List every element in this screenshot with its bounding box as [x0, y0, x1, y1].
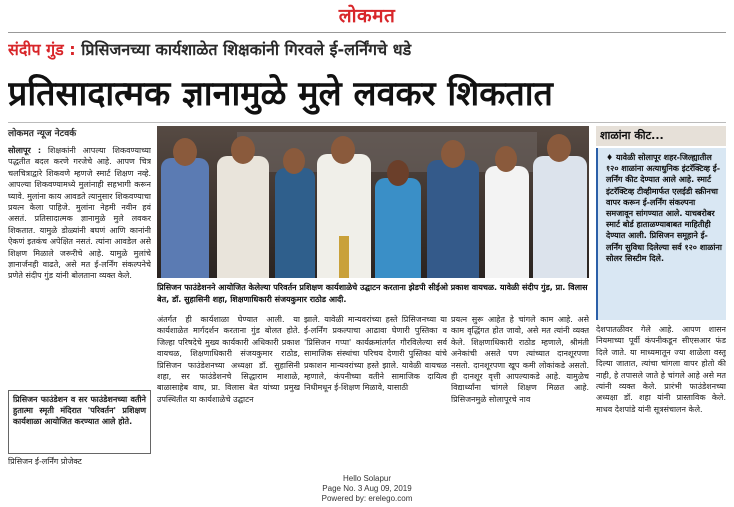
dateline: सोलापूर :	[8, 146, 42, 155]
footer-page-info: Page No. 3 Aug 09, 2019	[322, 484, 412, 493]
article-column-3: झाले. यावेळी मान्यवरांच्या हस्ते प्रिसिजनच्या या ई-लर्निंग प्रकल्पाचा आढावा घेणारी पुस्तिका व 'प्रिसिजन गप्पा' कार्यक्रमांतर्गत गौरविलेल्या सर्व सामाजिक संस्थांचा परिचय देणारी पुस्तिका यांचे प्रकाशन मान्यवरांच्या हस्ते झाले. यावेळी वायचळ म्हणाले, कंपनीच्या वतीने सामाजिक दायित्व निधीमधून ई-शिक्षण मिळावे, यासाठी	[304, 315, 447, 393]
news-photo	[157, 126, 589, 278]
kicker-text: प्रिसिजनच्या कार्यशाळेत शिक्षकांनी गिरवले ई-लर्निंगचे धडे	[81, 40, 412, 59]
masthead-logo: लोकमत	[338, 5, 396, 27]
page-footer	[217, 474, 517, 504]
column-text: शिक्षकांनी आपल्या शिकवण्याच्या पद्धतीत बदल करणे गरजेचे आहे. आपण चित्र चलचित्राद्वारे शिकवणे म्हणजे स्मार्ट शिक्षण नव्हे. आपल्या शिकवण्यामध्ये मुलांनाही सहभागी करून घ्यावे. मुलांना काय आवडते त्यानुसार शिकवण्याचा प्रयत्न केला पाहिजे. मुलांना नेहमी नवीन हवं असतं. प्रतिसादात्मक ज्ञानामुळे मुले लवकर शिकतात. यामुळे डोळ्यांनी बघणं आणि कानांनी ऐकणं इतकंच अपेक्षित नसतं. त्यांना आवडेल असे शिक्षण मिळाले जरूरीचे आहे. यामुळे मुलांचे ज्ञानार्जनही वाढते, असे मत ई-लर्निंग संकल्पनेचे प्रणेते संदीप गुंड यांनी बोलताना व्यक्त केले.	[8, 146, 151, 281]
divider	[8, 122, 726, 123]
article-column-4: प्रयत्न सुरू आहेत हे चांगले काम आहे. असे काम वृद्धिंगत होत जावो, असे मत त्यांनी व्यक्त केले. शिक्षणाधिकारी राठोड म्हणाले, श्रीमंती अनेकांची असते पण त्यांच्यात दानशूरपणा नसतो. दानशूरपणा खूप कमी लोकांकडे असतो. ही दानशूर वृत्ती आपल्याकडे आहे. यामुळेच विद्यार्थ्यांना चांगले शिक्षण मिळत आहे. प्रिसिजनमुळे सोलापूरचे नाव	[451, 315, 589, 404]
highlight-box: प्रिसिजन फाउंडेशन व सर फाउंडेशनच्या वतीने हुतात्मा स्मृती मंदिरात 'परिवर्तन' प्रशिक्षण कार्यशाळा आयोजित करण्यात आले होते.	[8, 390, 151, 454]
footer-publication: Hello Solapur	[342, 474, 392, 483]
column-text-continued: प्रिसिजन ई-लर्निंग प्रोजेक्ट	[8, 457, 82, 466]
kicker	[8, 38, 726, 62]
masthead	[0, 2, 734, 28]
article-column-1	[8, 145, 151, 385]
photo-caption: प्रिसिजन फाउंडेशनने आयोजित केलेल्या परिवर्तन प्रशिक्षण कार्यशाळेचे उद्घाटन करताना झेडपी सीईओ प्रकाश वायचळ. यावेळी संदीप गुंड, प्रा. विलास बेत, डॉ. सुहासिनी शहा, शिक्षणाधिकारी संजयकुमार राठोड आदी.	[157, 283, 588, 304]
byline: लोकमत न्यूज नेटवर्क	[8, 129, 77, 139]
footer-powered-by: Powered by: erelego.com	[321, 494, 413, 503]
article-column-2: अंतर्गत ही कार्यशाळा घेण्यात आली. या कार्यशाळेत मार्गदर्शन करताना गुंड बोलत होते. जिल्हा परिषदेचे मुख्य कार्यकारी अधिकारी प्रकाश वायचळ, शिक्षणाधिकारी संजयकुमार राठोड, प्रिसिजन फाउंडेशनच्या अध्यक्षा डॉ. सुहासिनी शहा, सर फाउंडेशनचे सिद्धाराम माशाळे, बाळासाहेब वाघ, प्रा. विलास बेत यांच्या प्रमुख उपस्थितीत या कार्यशाळेचे उद्घाटन	[157, 315, 300, 404]
headline: प्रतिसादात्मक ज्ञानामुळे मुले लवकर शिकतात	[8, 74, 553, 114]
article-column-5: देशपातळीवर गेले आहे. आपण शासन नियमाच्या पूर्वी कंपनीकडून सीएसआर फंड दिले जाते. या माध्यमातून ज्या शाळेला वस्तू दिल्या जातात, त्यांचा चांगला वापर होतो की नाही, हे तपासले जाते हे चांगले आहे असे मत त्यांनी व्यक्त केले. प्रारंभी फाउंडेशनच्या अध्यक्षा डॉ. शहा यांनी प्रास्ताविक केले. माधव देशपांडे यांनी सूत्रसंचालन केले.	[596, 325, 726, 414]
sidebar-title: शाळांना कीट...	[596, 126, 726, 146]
kicker-name: संदीप गुंड :	[8, 40, 76, 59]
divider	[8, 32, 726, 33]
sidebar-box: ♦ यावेळी सोलापूर शहर-जिल्ह्यातील १२० शाळांना अत्याधुनिक इंटरॅक्टिव्ह ई-लर्निंग कीट देण्यात आले आहे. स्मार्ट इंटरॅक्टिव्ह टीव्हीमार्फत एलईडी स्क्रीनचा वापर करून ई-लर्निंग संकल्पना समजावून सांगण्यात आले. याचबरोबर स्मार्ट बोर्ड हाताळण्याबाबत माहितीही देण्यात आली. प्रिसिजन समूहाने ई-लर्निंग सुविधा दिलेल्या सर्व १२० शाळांना सोलर सिस्टीम दिले.	[596, 148, 726, 320]
lamp	[339, 236, 349, 278]
